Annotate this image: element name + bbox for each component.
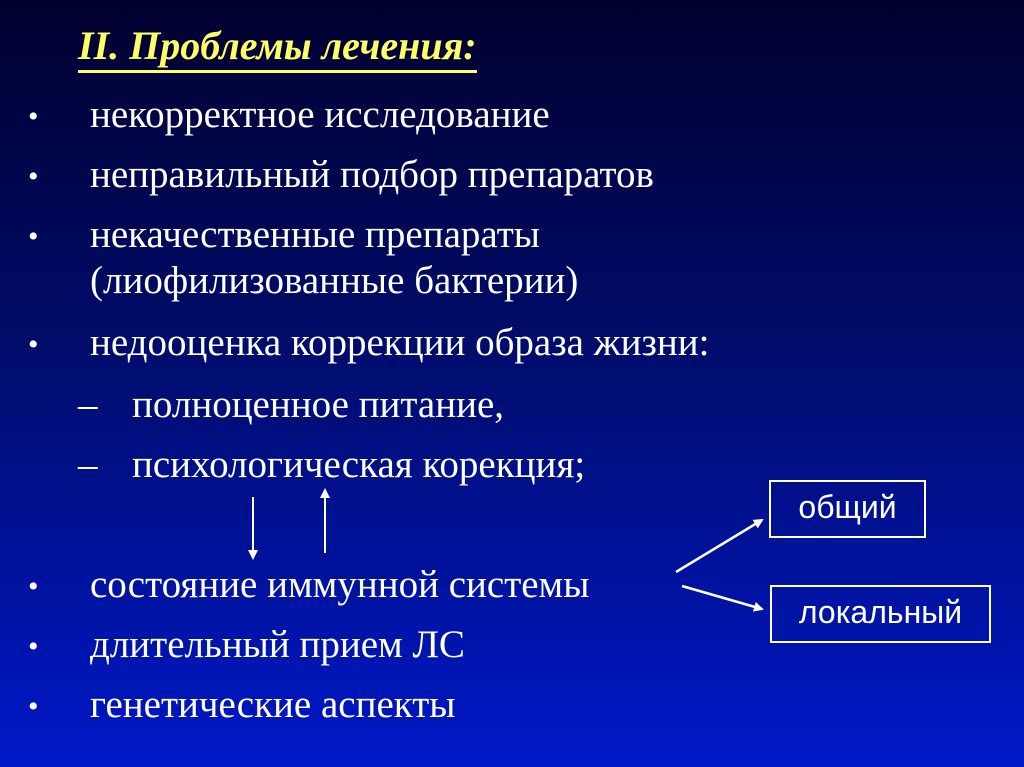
list-item-poor-drugs-note: (лиофилизованные бактерии)	[90, 259, 579, 302]
dash-marker: –	[78, 443, 98, 486]
arrow-to-general-icon	[676, 520, 762, 572]
list-item-lifestyle: недооценка коррекции образа жизни:	[90, 321, 710, 364]
bullet-marker: •	[28, 160, 39, 193]
list-item-research: некорректное исследование	[90, 93, 550, 136]
arrow-to-local-icon	[682, 586, 762, 609]
bullet-marker: •	[28, 570, 39, 603]
bullet-marker: •	[28, 630, 39, 663]
list-item-immune-system: состояние иммунной системы	[90, 563, 590, 606]
bullet-marker: •	[28, 328, 39, 361]
sub-item-nutrition: полноценное питание,	[132, 383, 505, 426]
box-local: локальный	[770, 585, 991, 643]
list-item-drug-selection: неправильный подбор препаратов	[90, 153, 654, 196]
bullet-marker: •	[28, 100, 39, 133]
bullet-marker: •	[28, 690, 39, 723]
list-item-poor-drugs: некачественные препараты	[90, 213, 540, 256]
list-item-long-term-drugs: длительный прием ЛС	[90, 623, 465, 666]
dash-marker: –	[78, 383, 98, 426]
list-item-genetics: генетические аспекты	[90, 683, 456, 726]
sub-item-psychological: психологическая корекция;	[132, 443, 586, 486]
slide-title: II. Проблемы лечения:	[78, 22, 477, 73]
box-general: общий	[769, 480, 926, 538]
bullet-marker: •	[28, 220, 39, 253]
